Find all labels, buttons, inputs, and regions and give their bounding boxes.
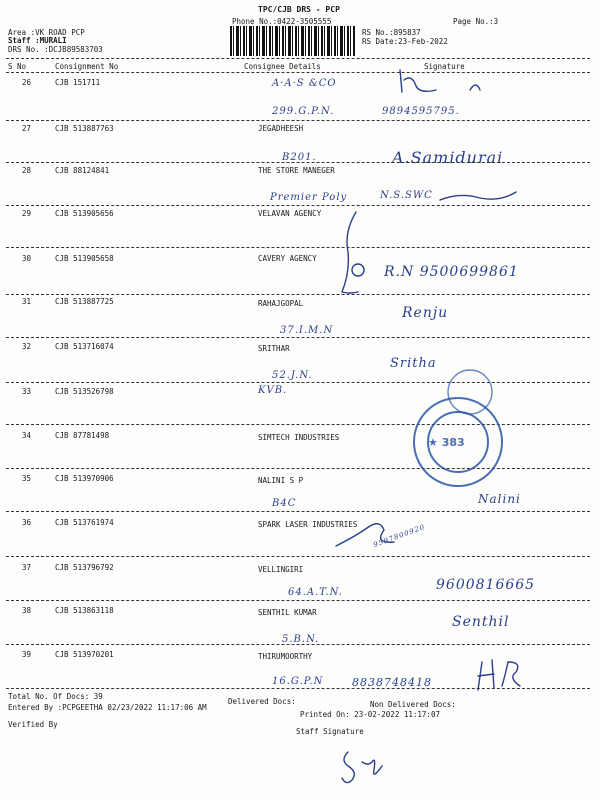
page-number: Page No.:3 [453, 17, 499, 26]
delivered-docs: Delivered Docs: [228, 697, 296, 706]
row-consignee: JEGADHEESH [258, 124, 304, 133]
staff-label: Staff :MURALI [8, 36, 67, 45]
signature-scribble [478, 660, 520, 690]
drs-number: DRS No. :DCJB89583703 [8, 45, 103, 54]
row-consignee: VELLINGIRI [258, 565, 304, 574]
row-sno: 36 [22, 518, 32, 527]
col-sno: S No [8, 62, 27, 71]
row-consignee: SENTHIL KUMAR [258, 608, 317, 617]
row-consignment: CJB 513887725 [55, 297, 114, 306]
row-consignment: CJB 513905658 [55, 254, 114, 263]
row-signature-handwritten: 9894595795. [382, 106, 460, 117]
row-addr-handwritten: 64.A.T.N. [288, 587, 343, 598]
row-consignment: CJB 88124841 [55, 166, 110, 175]
row-addr-handwritten: B201. [282, 152, 317, 163]
total-docs: Total No. Of Docs: 39 [8, 692, 103, 701]
row-signature-handwritten: Senthil [452, 614, 510, 630]
row-consignee: SRITHAR [258, 344, 290, 353]
row-consignee: RAHAJGOPAL [258, 299, 304, 308]
row-consignee: CAVERY AGENCY [258, 254, 317, 263]
bank-stamp [448, 370, 492, 414]
row-sno: 27 [22, 124, 32, 133]
row-sno: 37 [22, 563, 32, 572]
row-consignee: SPARK LASER INDUSTRIES [258, 520, 358, 529]
row-sno: 30 [22, 254, 32, 263]
col-consignment: Consignment No [55, 62, 119, 71]
row-sno: 29 [22, 209, 32, 218]
row-signature-handwritten: 9597800920 [372, 522, 427, 550]
row-consignment: CJB 513761974 [55, 518, 114, 527]
phone-number: Phone No.:0422-3505555 [232, 17, 332, 26]
row-signature-handwritten: 9600816665 [436, 577, 536, 593]
row-sno: 34 [22, 431, 32, 440]
row-consignment: CJB 513905656 [55, 209, 114, 218]
row-consignment: CJB 87781498 [55, 431, 110, 440]
row-consignee: THE STORE MANEGER [258, 166, 335, 175]
row-addr-handwritten: 37.I.M.N [280, 325, 334, 336]
row-addr-handwritten: 5.B.N. [282, 634, 320, 645]
signature-scribble [440, 192, 516, 200]
row-sno: 28 [22, 166, 32, 175]
row-consignment: CJB 513526798 [55, 387, 114, 396]
row-sno: 31 [22, 297, 32, 306]
row-consignee: SIMTECH INDUSTRIES [258, 433, 340, 442]
row-sno: 33 [22, 387, 32, 396]
row-sno: 26 [22, 78, 32, 87]
row-addr2-handwritten: 299.G.P.N. [272, 106, 335, 117]
row-consignment: CJB 513887763 [55, 124, 114, 133]
row-consignee: NALINI S P [258, 476, 304, 485]
row-sno: 35 [22, 474, 32, 483]
row-consignee: VELAVAN AGENCY [258, 209, 322, 218]
row-sno: 39 [22, 650, 32, 659]
signature-scribble [336, 524, 394, 546]
row-sno: 32 [22, 342, 32, 351]
row-signature-handwritten: N.S.SWC [380, 190, 433, 201]
non-delivered-docs: Non Delivered Docs: [370, 700, 456, 709]
circled-number [352, 264, 364, 276]
row-sno: 38 [22, 606, 32, 615]
row-signature-handwritten: Sritha [390, 356, 437, 371]
area-label: Area :VK ROAD PCP [8, 28, 85, 37]
col-consignee: Consignee Details [244, 62, 321, 71]
row-addr-handwritten: A·A·S &CO [272, 78, 337, 89]
row-consignment: CJB 513863118 [55, 606, 114, 615]
row-signature-handwritten: Renju [402, 305, 449, 321]
row-consignment: CJB 151711 [55, 78, 101, 87]
verified-by: Verified By [8, 720, 58, 729]
signature-scribble [400, 70, 480, 92]
row-consignment: CJB 513716074 [55, 342, 114, 351]
svg-text:★ 383: ★ 383 [428, 436, 465, 449]
row-addr-handwritten: B4C [272, 498, 297, 509]
row-addr-handwritten: 16.G.P.N [272, 676, 324, 687]
rs-date: RS Date:23-Feb-2022 [362, 37, 448, 46]
row-signature-handwritten: A.Samidurai [392, 148, 504, 167]
row-consignment: CJB 513970201 [55, 650, 114, 659]
row-consignee: THIRUMOORTHY [258, 652, 313, 661]
row-signature-handwritten: Nalini [478, 492, 521, 506]
printed-on: Printed On: 23-02-2022 11:17:07 [300, 710, 440, 719]
row-signature-handwritten: R.N 9500699861 [384, 264, 519, 280]
rs-number: RS No.:895837 [362, 28, 421, 37]
col-signature: Signature [424, 62, 465, 71]
bracket-mark [342, 212, 358, 293]
entered-by: Entered By :PCPGEETHA 02/23/2022 11:17:06 AM [8, 703, 207, 712]
staff-signature-label: Staff Signature [296, 727, 364, 736]
row-consignment: CJB 513796792 [55, 563, 114, 572]
staff-signature-scribble [342, 752, 382, 783]
row-addr-handwritten: Premier Poly [270, 192, 348, 203]
row-consignment: CJB 513970906 [55, 474, 114, 483]
document-title: TPC/CJB DRS - PCP [258, 5, 340, 14]
row-addr-handwritten: 52.J.N. [272, 370, 313, 381]
row-signature-handwritten: 8838748418 [352, 676, 432, 689]
row-addr-handwritten: KVB. [258, 385, 288, 396]
